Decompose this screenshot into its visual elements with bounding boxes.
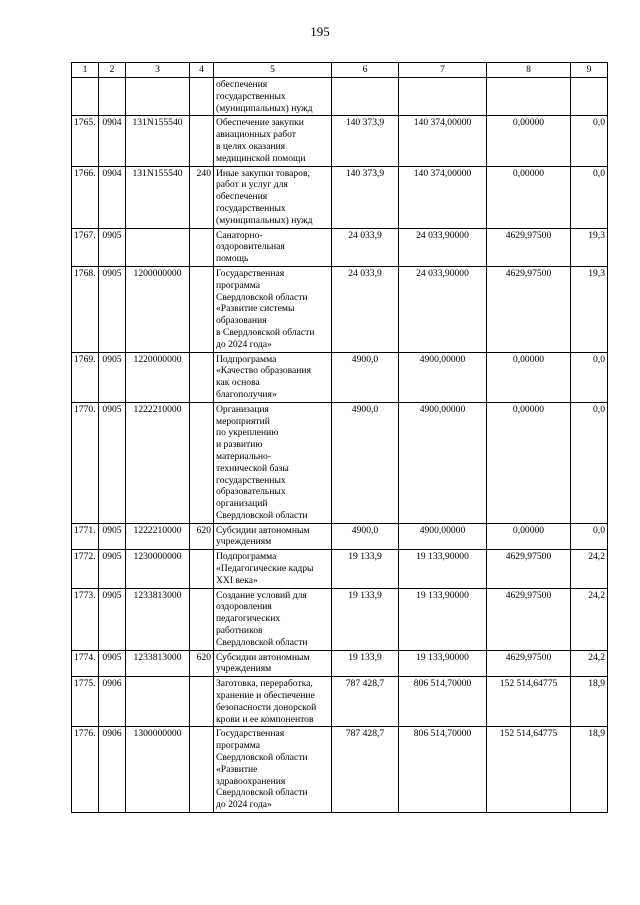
revised-amount	[399, 78, 487, 116]
approved-amount: 19 133,9	[332, 650, 399, 677]
executed-amount	[487, 78, 571, 116]
row-number: 1775.	[72, 677, 99, 727]
section-code: 0904	[99, 116, 126, 166]
table-row	[72, 588, 608, 650]
execution-percent: 24,2	[571, 650, 608, 677]
execution-percent: 19,3	[571, 266, 608, 352]
revised-amount: 806 514,70000	[399, 727, 487, 813]
revised-amount: 24 033,90000	[399, 228, 487, 266]
row-number: 1768.	[72, 266, 99, 352]
table-row	[72, 228, 608, 266]
execution-percent: 0,0	[571, 166, 608, 228]
approved-amount: 4900,0	[332, 523, 399, 550]
header-col-2: 2	[99, 63, 126, 78]
item-name: Заготовка, переработка, хранение и обеспечение безопасности донорской крови и ее компонентов	[214, 677, 332, 727]
expense-type-code	[190, 78, 214, 116]
header-col-3: 3	[126, 63, 190, 78]
target-article-code: 1233813000	[126, 650, 190, 677]
expense-type-code	[190, 402, 214, 523]
approved-amount: 787 428,7	[332, 677, 399, 727]
target-article-code: 1230000000	[126, 550, 190, 588]
page-number: 195	[310, 24, 330, 39]
executed-amount: 4629,97500	[487, 588, 571, 650]
target-article-code: 1222210000	[126, 402, 190, 523]
table-row	[72, 677, 608, 727]
header-col-5: 5	[214, 63, 332, 78]
section-code: 0905	[99, 402, 126, 523]
approved-amount: 4900,0	[332, 402, 399, 523]
row-number: 1765.	[72, 116, 99, 166]
execution-percent: 24,2	[571, 550, 608, 588]
executed-amount: 152 514,64775	[487, 677, 571, 727]
item-name: Подпрограмма «Качество образования как основа благополучия»	[214, 352, 332, 402]
execution-percent: 0,0	[571, 523, 608, 550]
expense-type-code	[190, 677, 214, 727]
header-col-9: 9	[571, 63, 608, 78]
row-number: 1766.	[72, 166, 99, 228]
section-code: 0905	[99, 588, 126, 650]
executed-amount: 0,00000	[487, 166, 571, 228]
revised-amount: 24 033,90000	[399, 266, 487, 352]
approved-amount: 787 428,7	[332, 727, 399, 813]
target-article-code: 1220000000	[126, 352, 190, 402]
item-name: Создание условий для оздоровления педагогических работников Свердловской области	[214, 588, 332, 650]
execution-percent	[571, 78, 608, 116]
execution-percent: 19,3	[571, 228, 608, 266]
table-row	[72, 402, 608, 523]
item-name: Государственная программа Свердловской области «Развитие здравоохранения Свердловской области до 2024 года»	[214, 727, 332, 813]
expense-type-code	[190, 550, 214, 588]
approved-amount: 4900,0	[332, 352, 399, 402]
target-article-code: 131N155540	[126, 116, 190, 166]
executed-amount: 0,00000	[487, 116, 571, 166]
section-code: 0905	[99, 266, 126, 352]
approved-amount: 24 033,9	[332, 228, 399, 266]
row-number	[72, 78, 99, 116]
item-name: Подпрограмма «Педагогические кадры XXI века»	[214, 550, 332, 588]
approved-amount	[332, 78, 399, 116]
section-code: 0905	[99, 550, 126, 588]
executed-amount: 0,00000	[487, 523, 571, 550]
expense-type-code: 620	[190, 523, 214, 550]
expense-type-code: 240	[190, 166, 214, 228]
row-number: 1770.	[72, 402, 99, 523]
item-name: Субсидии автономным учреждениям	[214, 650, 332, 677]
item-name: обеспечения государственных (муниципальных) нужд	[214, 78, 332, 116]
row-number: 1772.	[72, 550, 99, 588]
row-number: 1774.	[72, 650, 99, 677]
expense-type-code	[190, 352, 214, 402]
table-row	[72, 78, 608, 116]
table-header-row	[72, 63, 608, 78]
execution-percent: 0,0	[571, 402, 608, 523]
executed-amount: 152 514,64775	[487, 727, 571, 813]
expense-type-code	[190, 588, 214, 650]
table-row	[72, 523, 608, 550]
table-row	[72, 352, 608, 402]
executed-amount: 4629,97500	[487, 228, 571, 266]
table-row	[72, 166, 608, 228]
target-article-code: 1200000000	[126, 266, 190, 352]
item-name: Субсидии автономным учреждениям	[214, 523, 332, 550]
section-code: 0906	[99, 727, 126, 813]
table-row	[72, 266, 608, 352]
header-col-8: 8	[487, 63, 571, 78]
revised-amount: 806 514,70000	[399, 677, 487, 727]
approved-amount: 140 373,9	[332, 166, 399, 228]
execution-percent: 0,0	[571, 116, 608, 166]
execution-percent: 24,2	[571, 588, 608, 650]
table-row	[72, 116, 608, 166]
revised-amount: 19 133,90000	[399, 650, 487, 677]
target-article-code: 1300000000	[126, 727, 190, 813]
item-name: Иные закупки товаров, работ и услуг для обеспечения государственных (муниципальных) нужд	[214, 166, 332, 228]
executed-amount: 4629,97500	[487, 550, 571, 588]
expense-type-code	[190, 266, 214, 352]
row-number: 1773.	[72, 588, 99, 650]
target-article-code: 1222210000	[126, 523, 190, 550]
header-col-7: 7	[399, 63, 487, 78]
item-name: Санаторно- оздоровительная помощь	[214, 228, 332, 266]
item-name: Обеспечение закупки авиационных работ в целях оказания медицинской помощи	[214, 116, 332, 166]
target-article-code	[126, 677, 190, 727]
revised-amount: 4900,00000	[399, 402, 487, 523]
revised-amount: 140 374,00000	[399, 166, 487, 228]
header-col-6: 6	[332, 63, 399, 78]
approved-amount: 19 133,9	[332, 588, 399, 650]
section-code	[99, 78, 126, 116]
row-number: 1769.	[72, 352, 99, 402]
target-article-code	[126, 78, 190, 116]
target-article-code: 131N155540	[126, 166, 190, 228]
table-row	[72, 650, 608, 677]
section-code: 0905	[99, 650, 126, 677]
row-number: 1771.	[72, 523, 99, 550]
execution-percent: 0,0	[571, 352, 608, 402]
section-code: 0906	[99, 677, 126, 727]
header-col-4: 4	[190, 63, 214, 78]
approved-amount: 19 133,9	[332, 550, 399, 588]
item-name: Государственная программа Свердловской области «Развитие системы образования в Свердловской области до 2024 года»	[214, 266, 332, 352]
row-number: 1776.	[72, 727, 99, 813]
section-code: 0905	[99, 523, 126, 550]
section-code: 0905	[99, 352, 126, 402]
table-row	[72, 727, 608, 813]
executed-amount: 4629,97500	[487, 650, 571, 677]
target-article-code	[126, 228, 190, 266]
execution-percent: 18,9	[571, 677, 608, 727]
budget-table	[71, 62, 608, 813]
approved-amount: 140 373,9	[332, 116, 399, 166]
revised-amount: 19 133,90000	[399, 588, 487, 650]
expense-type-code	[190, 727, 214, 813]
expense-type-code: 620	[190, 650, 214, 677]
table-row	[72, 550, 608, 588]
row-number: 1767.	[72, 228, 99, 266]
section-code: 0904	[99, 166, 126, 228]
target-article-code: 1233813000	[126, 588, 190, 650]
execution-percent: 18,9	[571, 727, 608, 813]
section-code: 0905	[99, 228, 126, 266]
header-col-1: 1	[72, 63, 99, 78]
executed-amount: 0,00000	[487, 352, 571, 402]
table-body	[72, 78, 608, 813]
executed-amount: 0,00000	[487, 402, 571, 523]
revised-amount: 19 133,90000	[399, 550, 487, 588]
revised-amount: 140 374,00000	[399, 116, 487, 166]
revised-amount: 4900,00000	[399, 352, 487, 402]
item-name: Организация мероприятий по укреплению и развитию материально- технической базы государственных образовательных организаций Свердловской области	[214, 402, 332, 523]
expense-type-code	[190, 228, 214, 266]
approved-amount: 24 033,9	[332, 266, 399, 352]
expense-type-code	[190, 116, 214, 166]
executed-amount: 4629,97500	[487, 266, 571, 352]
revised-amount: 4900,00000	[399, 523, 487, 550]
